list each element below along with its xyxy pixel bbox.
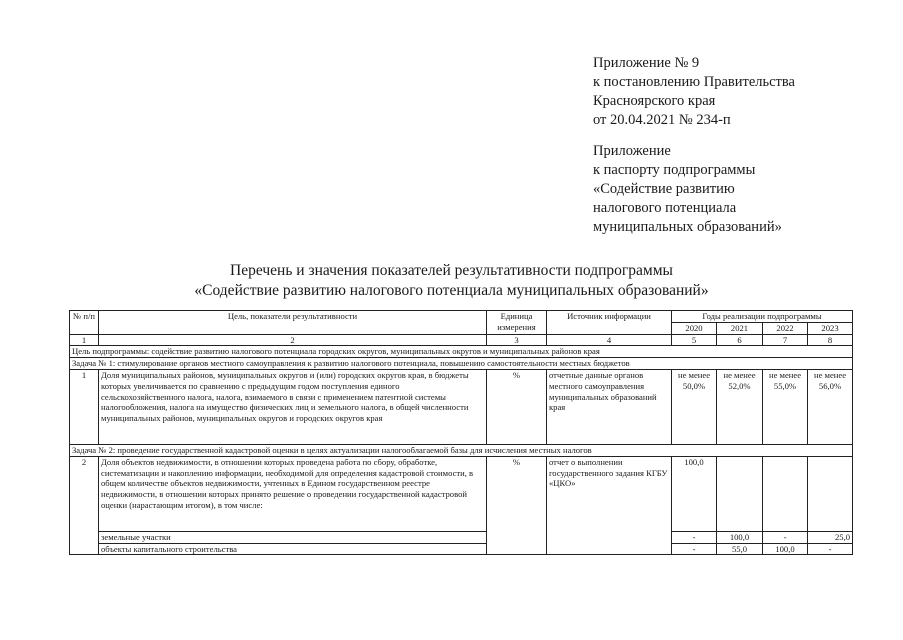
source-cell: отчет о выполнении государственного задания КГБУ «ЦКО» [547, 456, 672, 555]
annex-line: Красноярского края [593, 93, 716, 109]
value-cell: 25,0 [808, 531, 853, 543]
task2-row [70, 444, 853, 456]
title-line: Перечень и значения показателей результативности подпрограммы [230, 262, 673, 279]
task2-text: Задача № 2: проведение государственной кадастровой оценки в целях актуализации налогооблагаемой базы для исчисления местных налогов [70, 444, 853, 456]
header-num: № п/п [70, 311, 99, 335]
indicators-table [69, 310, 853, 555]
annex-header-passport [593, 142, 782, 237]
value-cell: - [763, 531, 808, 543]
annex-line: к паспорту подпрограммы [593, 162, 756, 178]
subrow-land [70, 531, 853, 543]
col-number: 4 [547, 334, 672, 346]
document-title [0, 261, 903, 301]
header-year: 2022 [763, 322, 808, 334]
value-cell: 55,0 [717, 543, 763, 555]
annex-line: налогового потенциала [593, 200, 737, 216]
col-number: 2 [99, 334, 487, 346]
source-cell: отчетные данные органов местного самоуправления муниципальных образований края [547, 369, 672, 444]
goal-row [70, 346, 853, 358]
header-years-group: Годы реализации подпрограммы [672, 311, 853, 323]
header-goal: Цель, показатели результативности [99, 311, 487, 335]
header-year: 2023 [808, 322, 853, 334]
annex-line: Приложение № 9 [593, 55, 700, 71]
column-numbers-row [70, 334, 853, 346]
row-num: 1 [70, 369, 99, 444]
header-year: 2020 [672, 322, 717, 334]
indicator-row-2 [70, 456, 853, 531]
value-cell: - [672, 543, 717, 555]
unit-cell: % [487, 456, 547, 555]
header-source: Источник информации [547, 311, 672, 335]
header-row [70, 311, 853, 323]
value-cell: не менее 55,0% [763, 369, 808, 444]
indicator-row-1 [70, 369, 853, 444]
subrow-construction [70, 543, 853, 555]
annex-line: к постановлению Правительства [593, 74, 795, 90]
value-cell [763, 456, 808, 531]
indicator-text: Доля муниципальных районов, муниципальных округов и (или) городских округов края, в бюджеты которых увеличивается по сравнению с предыдущим годом поступления единого сельскохозяйственного налога, налога, взимаемого в связи с применением патентной системы налогообложения, налога на имущество физических лиц и земельного налога, в общей численности муниципальных районов, муниципальных округов и городских округов края [99, 369, 487, 444]
header-unit: Единица измерения [487, 311, 547, 335]
task1-text: Задача № 1: стимулирование органов местного самоуправления к развитию налогового потенциала, повышению самостоятельности местных бюджетов [70, 358, 853, 370]
col-number: 5 [672, 334, 717, 346]
value-cell: 100,0 [672, 456, 717, 531]
value-cell [808, 456, 853, 531]
value-cell [717, 456, 763, 531]
value-cell: не менее 52,0% [717, 369, 763, 444]
value-cell: не менее 50,0% [672, 369, 717, 444]
col-number: 8 [808, 334, 853, 346]
col-number: 7 [763, 334, 808, 346]
value-cell: не менее 56,0% [808, 369, 853, 444]
subrow-label: объекты капитального строительства [99, 543, 487, 555]
task1-row [70, 358, 853, 370]
annex-line: Приложение [593, 143, 671, 159]
subrow-label: земельные участки [99, 531, 487, 543]
annex-line: от 20.04.2021 № 234-п [593, 112, 731, 128]
col-number: 3 [487, 334, 547, 346]
col-number: 6 [717, 334, 763, 346]
value-cell: - [808, 543, 853, 555]
col-number: 1 [70, 334, 99, 346]
title-line: «Содействие развитию налогового потенциала муниципальных образований» [194, 282, 709, 299]
header-year: 2021 [717, 322, 763, 334]
unit-cell: % [487, 369, 547, 444]
goal-text: Цель подпрограммы: содействие развитию налогового потенциала городских округов, муниципальных округов и муниципальных районов края [70, 346, 853, 358]
annex-line: муниципальных образований» [593, 219, 782, 235]
value-cell: 100,0 [717, 531, 763, 543]
row-num: 2 [70, 456, 99, 555]
annex-header-resolution [593, 54, 795, 130]
indicator-text: Доля объектов недвижимости, в отношении которых проведена работа по сбору, обработке, систематизации и накоплению информации, необходимой для определения кадастровой стоимости, в общем количестве объектов недвижимости, учтенных в Едином государственном реестре недвижимости, в отношении которых принято решение о проведении государственной кадастровой оценки (нарастающим итогом), в том числе: [99, 456, 487, 531]
value-cell: - [672, 531, 717, 543]
annex-line: «Содействие развитию [593, 181, 735, 197]
value-cell: 100,0 [763, 543, 808, 555]
